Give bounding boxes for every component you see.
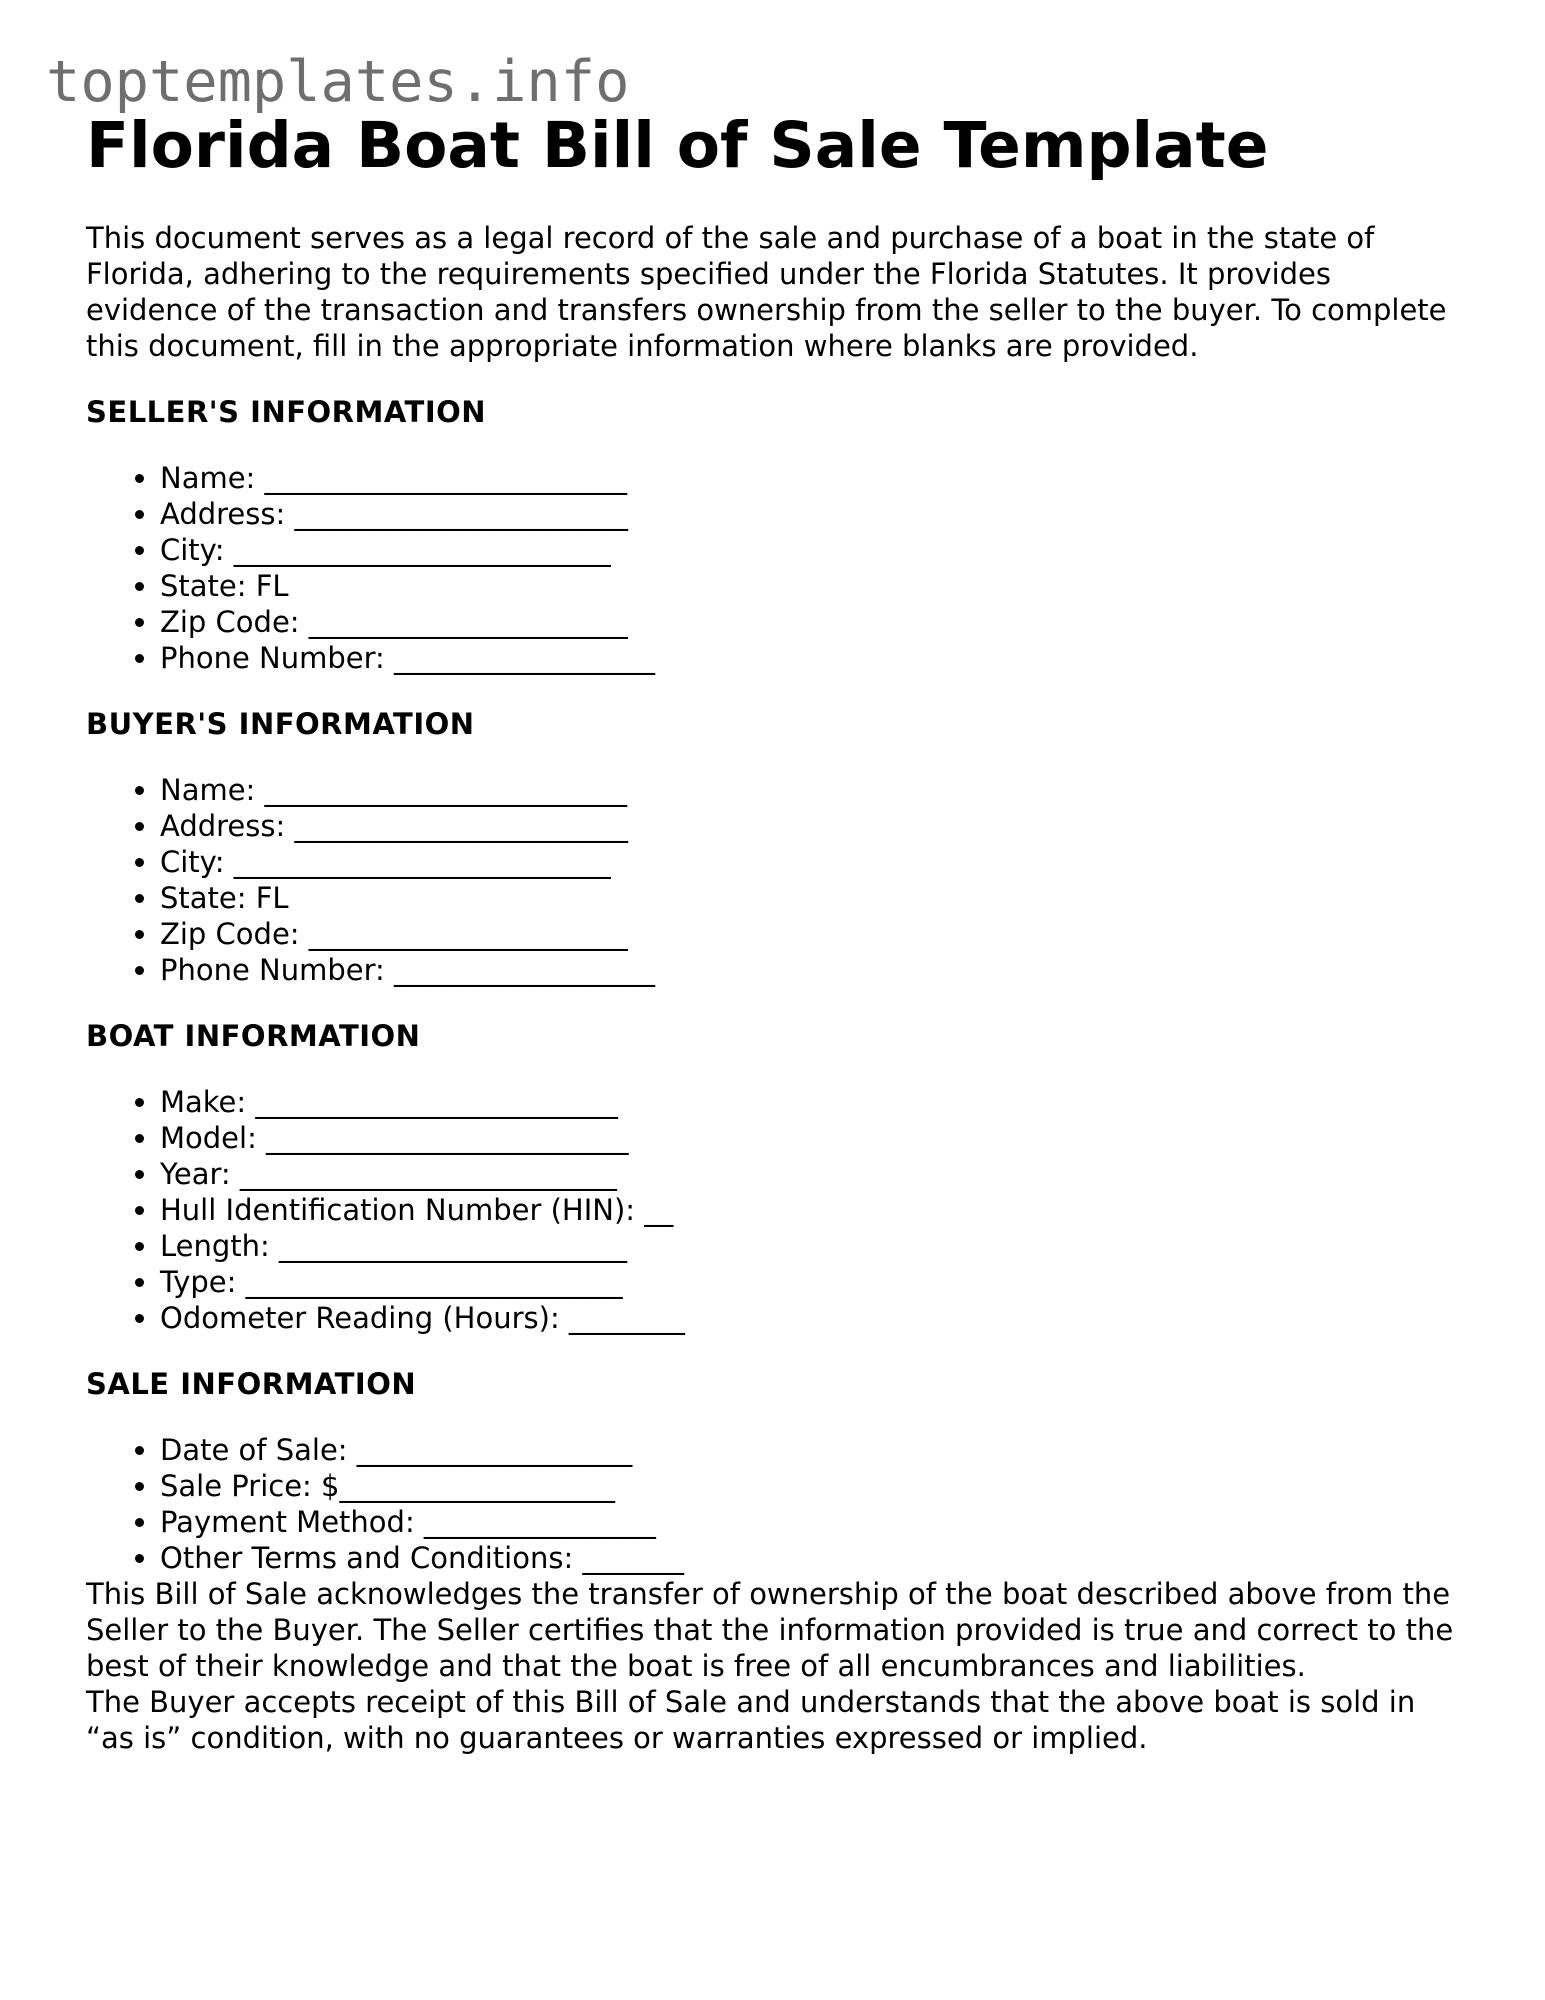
seller-city-field: • City: __________________________ — [160, 532, 1486, 568]
document-page — [86, 108, 1486, 1756]
seller-info-list — [86, 460, 1486, 676]
boat-type-field: • Type: __________________________ — [160, 1264, 1486, 1300]
seller-name-field: • Name: _________________________ — [160, 460, 1486, 496]
boat-length-field: • Length: ________________________ — [160, 1228, 1486, 1264]
boat-make-field: • Make: _________________________ — [160, 1084, 1486, 1120]
boat-info-list — [86, 1084, 1486, 1336]
seller-state-field: • State: FL — [160, 568, 1486, 604]
boat-section-heading: BOAT INFORMATION — [86, 1019, 421, 1053]
as-is-condition-paragraph: The Buyer accepts receipt of this Bill of Sale and understands that the above boat is sold in “as is” condition, with no guarantees or warranties expressed or implied. — [86, 1685, 1416, 1755]
boat-model-field: • Model: _________________________ — [160, 1120, 1486, 1156]
boat-hin-field: • Hull Identification Number (HIN): __ — [160, 1192, 1486, 1228]
sale-info-list — [86, 1432, 1486, 1576]
ownership-transfer-paragraph: This Bill of Sale acknowledges the transfer of ownership of the boat described above from the Seller to the Buyer. The Seller certifies that the information provided is true and correct to the best of their knowledge and that the boat is free of all encumbrances and liabilities. — [86, 1577, 1454, 1683]
sale-date-field: • Date of Sale: ___________________ — [160, 1432, 1486, 1468]
sale-price-field: • Sale Price: $___________________ — [160, 1468, 1486, 1504]
intro-paragraph: This document serves as a legal record of the sale and purchase of a boat in the state of Florida, adhering to the requirements specified under the Florida Statutes. It provides evidence of the transaction and transfers ownership from the seller to the buyer. To complete this document, fill in the appropriate information where blanks are provided. — [86, 221, 1447, 363]
buyer-name-field: • Name: _________________________ — [160, 772, 1486, 808]
buyer-info-list — [86, 772, 1486, 988]
buyer-address-field: • Address: _______________________ — [160, 808, 1486, 844]
sale-other-terms-field: • Other Terms and Conditions: _______ — [160, 1540, 1486, 1576]
buyer-zip-field: • Zip Code: ______________________ — [160, 916, 1486, 952]
seller-address-field: • Address: _______________________ — [160, 496, 1486, 532]
seller-zip-field: • Zip Code: ______________________ — [160, 604, 1486, 640]
buyer-city-field: • City: __________________________ — [160, 844, 1486, 880]
boat-odometer-field: • Odometer Reading (Hours): ________ — [160, 1300, 1486, 1336]
watermark: toptemplates.info — [46, 49, 630, 115]
sale-payment-method-field: • Payment Method: ________________ — [160, 1504, 1486, 1540]
boat-year-field: • Year: __________________________ — [160, 1156, 1486, 1192]
seller-section-heading: SELLER'S INFORMATION — [86, 395, 487, 429]
buyer-state-field: • State: FL — [160, 880, 1486, 916]
seller-phone-field: • Phone Number: __________________ — [160, 640, 1486, 676]
buyer-section-heading: BUYER'S INFORMATION — [86, 707, 475, 741]
sale-section-heading: SALE INFORMATION — [86, 1367, 417, 1401]
document-title: Florida Boat Bill of Sale Template — [86, 109, 1269, 182]
buyer-phone-field: • Phone Number: __________________ — [160, 952, 1486, 988]
